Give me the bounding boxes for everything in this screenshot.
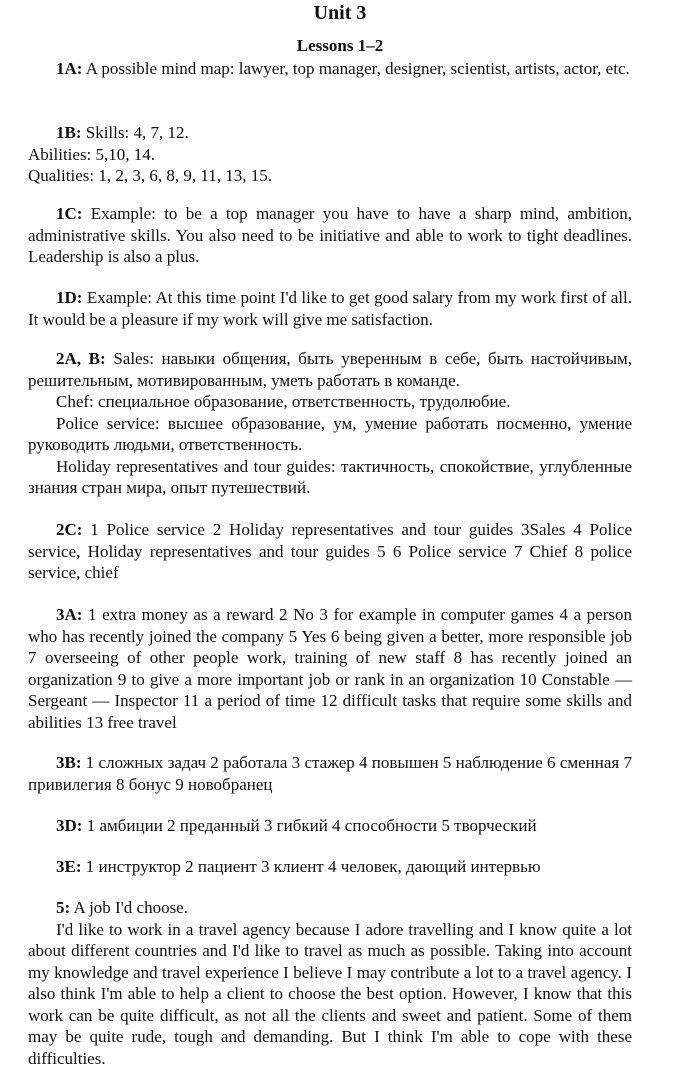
section-label: 3D: [56, 816, 83, 835]
section-3e [28, 856, 632, 878]
section-text: Example: to be a top manager you have to have a sharp mind, ambition, administrative skills. You also need to be initiative and able to work to tight deadlines. Leadership is also a plus. [28, 204, 633, 266]
section-label: 1C: [56, 204, 83, 223]
section-label: 2C: [56, 520, 83, 539]
section-text: 1 инструктор 2 пациент 3 клиент 4 человек, дающий интервью [85, 857, 541, 876]
section-label: 5: [56, 898, 71, 917]
section-3b [28, 752, 632, 795]
skills-line: Skills: 4, 7, 12. [85, 123, 189, 142]
sales-text: Sales: навыки общения, быть уверенным в себе, быть настойчивым, решительным, мотивированным, уметь работать в команде. [28, 349, 633, 390]
section-text: 1 сложных задач 2 работала 3 стажер 4 повышен 5 наблюдение 6 сменная 7 привилегия 8 бонус 9 новобранец [28, 753, 632, 794]
unit-title: Unit 3 [313, 2, 367, 24]
section-label: 3E: [56, 857, 82, 876]
chef-text: Chef: специальное образование, ответственность, трудолюбие. [56, 392, 511, 411]
essay-text: I'd like to work in a travel agency because I adore travelling and I know quite a lot about different countries and I'd like to travel as much as possible. Taking into account my knowledge and travel experience I believe I may contribute a lot to a travel agency. I also think I'm able to help a client to choose the best option. However, I know that this work can be quite difficult, as not all the clients and sweet and patient. Some of them may be quite rude, tough and demanding. But I think I'm able to cope with these difficulties. [28, 919, 632, 1068]
section-label: 1A: [56, 59, 83, 78]
section-2c [28, 519, 632, 584]
section-3a [28, 604, 632, 733]
section-1a [28, 58, 632, 80]
qualities-line: Qualities: 1, 2, 3, 6, 8, 9, 11, 13, 15. [28, 166, 272, 185]
section-1d [28, 287, 632, 330]
holiday-text: Holiday representatives and tour guides: тактичность, спокойствие, углубленные знания стран мира, опыт путешествий. [28, 456, 632, 497]
section-label: 1D: [56, 288, 83, 307]
section-label: 1B: [56, 123, 82, 142]
section-1b [28, 122, 632, 187]
section-text: 1 амбиции 2 преданный 3 гибкий 4 способности 5 творческий [86, 816, 537, 835]
section-text: Example: At this time point I'd like to get good salary from my work first of all. It would be a pleasure if my work will give me satisfaction. [28, 288, 632, 329]
section-1c [28, 203, 632, 268]
lessons-subtitle: Lessons 1–2 [296, 36, 384, 55]
section-text: 1 Police service 2 Holiday representatives and tour guides 3Sales 4 Police service, Holiday representatives and tour guides 5 6 Police service 7 Chief 8 police service, chief [28, 520, 632, 582]
essay-heading: A job I'd choose. [73, 898, 188, 917]
police-text: Police service: высшее образование, ум, умение работать посменно, умение руководить людьми, ответственность. [28, 413, 632, 454]
section-5 [28, 897, 632, 1069]
section-label: 3A: [56, 605, 83, 624]
section-label: 3B: [56, 753, 82, 772]
abilities-line: Abilities: 5,10, 14. [28, 144, 156, 164]
section-3d [28, 815, 632, 837]
section-2ab [28, 348, 632, 499]
section-label: 2A, B: [56, 349, 106, 368]
section-text: A possible mind map: lawyer, top manager, designer, scientist, artists, actor, etc. [85, 59, 630, 78]
section-text: 1 extra money as a reward 2 No 3 for example in computer games 4 a person who has recently joined the company 5 Yes 6 being given a better, more responsible job 7 overseeing of other people work, training of new staff 8 has recently joined an organization 9 to give a more important job or rank in an organization 10 Constable — Sergeant — Inspector 11 a period of time 12 difficult tasks that require some skills and abilities 13 free travel [28, 605, 632, 732]
